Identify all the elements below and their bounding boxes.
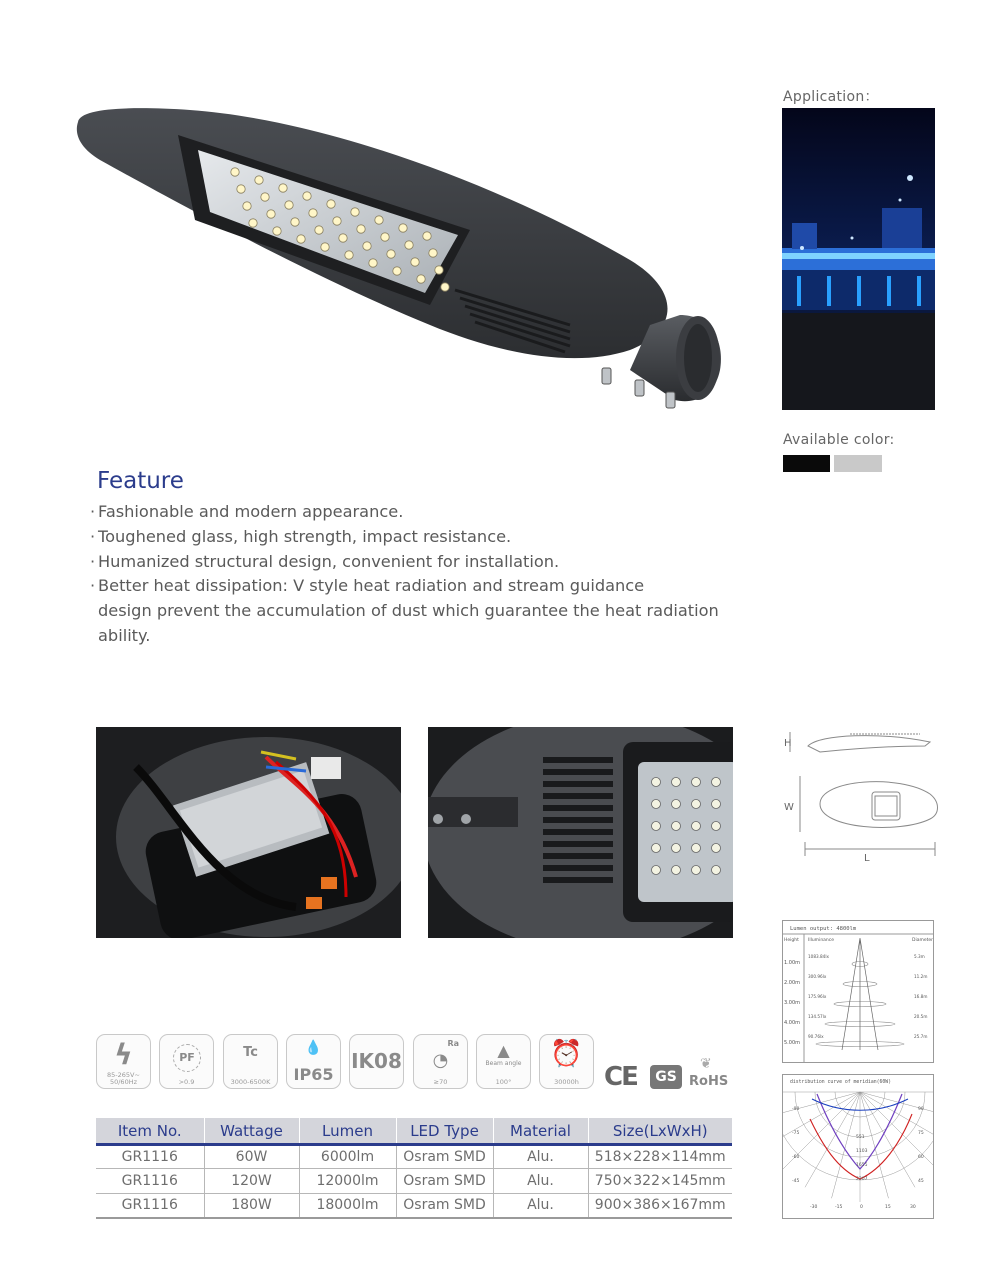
led-chip [712, 844, 721, 853]
dimension-drawing [780, 724, 940, 864]
led-chip [692, 800, 701, 809]
lux-illuminance-header: Illuminance [808, 938, 835, 943]
lux-height-value: 5.00m [784, 1040, 801, 1046]
table-row [96, 1169, 732, 1194]
led-chip [399, 224, 407, 232]
led-chip [712, 800, 721, 809]
led-chip [692, 822, 701, 831]
table-cell: Alu. [493, 1169, 588, 1194]
led-chip [652, 800, 661, 809]
led-chip [692, 844, 701, 853]
feature-item: · Toughened glass, high strength, impact resistance. [90, 525, 750, 550]
color-rendering-icon: ◔ [432, 1050, 449, 1071]
table-cell: Alu. [493, 1144, 588, 1169]
lux-height-value: 3.00m [784, 1000, 801, 1006]
feature-item: · Better heat dissipation: V style heat radiation and stream guidance design prevent the accumulation of dust which guarantee the heat radiation ability. [90, 574, 750, 648]
led-chip [375, 216, 383, 224]
size-header: Size(LxWxH) [588, 1118, 732, 1144]
polar-angle-label: 45 [918, 1179, 924, 1184]
color-temp-cert: Tc 3000-6500K [223, 1034, 278, 1089]
table-cell: 18000lm [299, 1193, 396, 1218]
lux-illuminance-value: 90.76lx [808, 1034, 824, 1039]
led-chip [435, 266, 443, 274]
led-chip [339, 234, 347, 242]
led-chip [381, 233, 389, 241]
color-swatch-black[interactable] [783, 455, 830, 472]
led-chip [652, 822, 661, 831]
led-chip [363, 242, 371, 250]
polar-angle-label: 0 [860, 1205, 863, 1210]
lux-illuminance-value: 300.96lx [808, 974, 827, 979]
led-type-header: LED Type [396, 1118, 493, 1144]
led-chip [393, 267, 401, 275]
wattage-header: Wattage [204, 1118, 299, 1144]
table-cell: Osram SMD [396, 1144, 493, 1169]
application-label: Application： [783, 89, 879, 105]
table-cell: 6000lm [299, 1144, 396, 1169]
polar-angle-label: 90 [918, 1107, 924, 1112]
polar-angle-label: -15 [835, 1205, 843, 1210]
polar-ring-value: 1103 [856, 1149, 868, 1154]
beam-angle-cert: ▲ Beam angle 100° [476, 1034, 531, 1089]
polar-angle-label: 75 [918, 1131, 924, 1136]
lumen-header: Lumen [299, 1118, 396, 1144]
feature-heading: Feature [97, 468, 184, 494]
lux-illuminance-value: 175.96lx [808, 994, 827, 999]
feature-item: · Fashionable and modern appearance. [90, 500, 750, 525]
led-chip [279, 184, 287, 192]
polar-ring-value: 551 [856, 1135, 865, 1140]
item-no-header: Item No. [96, 1118, 204, 1144]
polar-angle-label: -45 [792, 1179, 800, 1184]
lightning-icon: ϟ [114, 1038, 133, 1071]
table-cell: Alu. [493, 1193, 588, 1218]
table-cell: GR1116 [96, 1193, 204, 1218]
lux-distribution-chart [782, 920, 934, 1063]
led-chip [327, 200, 335, 208]
table-cell: Osram SMD [396, 1169, 493, 1194]
led-chip [249, 219, 257, 227]
lux-height-value: 4.00m [784, 1020, 801, 1026]
feature-list [90, 500, 750, 649]
led-chip [345, 251, 353, 259]
lux-diameter-value: 25.7m [914, 1034, 928, 1039]
led-chip [273, 227, 281, 235]
polar-angle-label: -60 [792, 1155, 800, 1160]
lux-diameter-value: 5.3m [914, 954, 925, 959]
alarm-clock-icon: ⏰ [550, 1039, 583, 1069]
feature-item: · Humanized structural design, convenient for installation. [90, 550, 750, 575]
ce-mark: CE [604, 1062, 637, 1092]
polar-angle-label: 15 [885, 1205, 891, 1210]
polar-chart-title: distribution curve of meridian(60W) [790, 1080, 892, 1085]
led-chip [423, 232, 431, 240]
led-chip [285, 201, 293, 209]
table-cell: 12000lm [299, 1169, 396, 1194]
table-cell: 120W [204, 1169, 299, 1194]
polar-ring-value: 2207 [856, 1177, 868, 1182]
lux-illuminance-value: 1083.84lx [808, 954, 829, 959]
led-chip [351, 208, 359, 216]
led-chip [712, 866, 721, 875]
led-chip [429, 249, 437, 257]
rohs-mark: RoHS [689, 1074, 729, 1089]
led-chip [237, 185, 245, 193]
led-chip [261, 193, 269, 201]
available-color-label: Available color: [783, 432, 895, 448]
led-chip [321, 243, 329, 251]
led-chip [672, 778, 681, 787]
lux-diameter-value: 11.2m [914, 974, 928, 979]
table-cell: 900×386×167mm [588, 1193, 732, 1218]
polar-angle-label: 30 [910, 1205, 916, 1210]
led-chip [652, 844, 661, 853]
led-chip [357, 225, 365, 233]
table-cell: Osram SMD [396, 1193, 493, 1218]
cri-cert: Ra ◔ ≥70 [413, 1034, 468, 1089]
led-chip [652, 866, 661, 875]
color-swatch-grey[interactable] [834, 455, 882, 472]
ip65-cert: 💧 IP65 [286, 1034, 341, 1089]
led-chip [441, 283, 449, 291]
heat-sink-closeup-photo [428, 727, 733, 938]
table-cell: 750×322×145mm [588, 1169, 732, 1194]
voltage-cert: ϟ 85-265V~ 50/60Hz [96, 1034, 151, 1089]
polar-angle-label: 60 [918, 1155, 924, 1160]
pf-sun-icon: PF [173, 1044, 201, 1072]
lux-chart-title: Lumen output: 4800lm [790, 926, 857, 932]
driver-interior-photo [96, 727, 401, 938]
led-chip [672, 866, 681, 875]
beam-icon: ▲ [497, 1041, 510, 1060]
led-chip [369, 259, 377, 267]
table-row [96, 1193, 732, 1218]
street-light-product-image [70, 100, 730, 420]
table-cell: GR1116 [96, 1144, 204, 1169]
polar-angle-label: -90 [792, 1107, 800, 1112]
led-chip [405, 241, 413, 249]
lifetime-cert: ⏰ 30000h [539, 1034, 594, 1089]
lux-diameter-header: Diameter [912, 938, 934, 943]
led-chip [417, 275, 425, 283]
led-chip [315, 226, 323, 234]
polar-distribution-chart [782, 1074, 934, 1219]
led-chip [387, 250, 395, 258]
color-temp-icon: Tc [243, 1045, 258, 1060]
led-chip [303, 192, 311, 200]
led-chip [309, 209, 317, 217]
polar-angle-label: -75 [792, 1131, 800, 1136]
lux-diameter-value: 20.5m [914, 1014, 928, 1019]
lux-diameter-value: 16.8m [914, 994, 928, 999]
led-chip [255, 176, 263, 184]
specification-table [96, 1118, 732, 1219]
lux-illuminance-value: 134.57lx [808, 1014, 827, 1019]
lux-height-value: 2.00m [784, 980, 801, 986]
led-chip [333, 217, 341, 225]
led-chip [411, 258, 419, 266]
led-chip [291, 218, 299, 226]
height-dimension-label: H [784, 738, 792, 749]
led-chip [692, 866, 701, 875]
power-factor-cert: PF >0.9 [159, 1034, 214, 1089]
led-chip [672, 844, 681, 853]
lux-height-header: Height [784, 938, 799, 943]
material-header: Material [493, 1118, 588, 1144]
application-night-bridge-photo [782, 108, 935, 410]
length-dimension-label: L [864, 853, 870, 864]
leaf-icon: ❦ [700, 1056, 712, 1072]
led-chip [672, 822, 681, 831]
led-chip [672, 800, 681, 809]
led-chip [712, 822, 721, 831]
led-chip [297, 235, 305, 243]
table-cell: GR1116 [96, 1169, 204, 1194]
led-chip [652, 778, 661, 787]
ik08-cert: IK08 [349, 1034, 404, 1089]
water-drop-icon: 💧 [304, 1040, 323, 1056]
led-chip [712, 778, 721, 787]
polar-angle-label: -30 [810, 1205, 818, 1210]
table-cell: 60W [204, 1144, 299, 1169]
table-header-row [96, 1118, 732, 1144]
led-chip [692, 778, 701, 787]
table-cell: 180W [204, 1193, 299, 1218]
led-chip [267, 210, 275, 218]
table-row [96, 1144, 732, 1169]
polar-ring-value: 1655 [856, 1163, 868, 1168]
led-chip [231, 168, 239, 176]
lux-height-value: 1.00m [784, 960, 801, 966]
table-cell: 518×228×114mm [588, 1144, 732, 1169]
gs-mark: GS [650, 1065, 682, 1089]
led-chip [243, 202, 251, 210]
width-dimension-label: W [784, 802, 794, 813]
